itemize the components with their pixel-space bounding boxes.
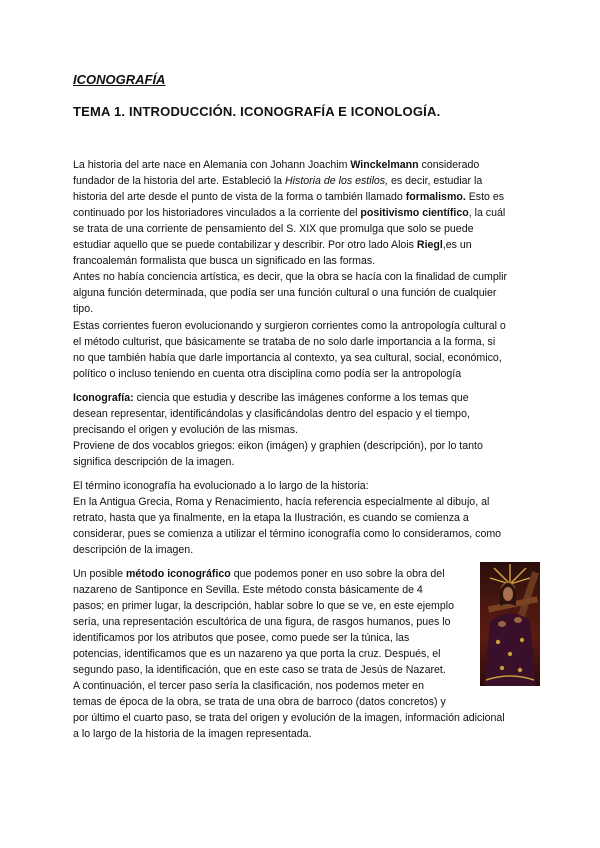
text-line: segundo paso, la identificación, que en este caso se trata de Jesús de Nazaret. <box>73 664 446 676</box>
face <box>503 587 513 601</box>
text-line: político o incluso teniendo en cuenta otra disciplina como podía ser la antropología <box>73 368 462 380</box>
italic-term: Historia de los estilos, <box>285 175 389 187</box>
text-line: retrato, hasta que ya finalmente, en la etapa la Ilustración, es cuando se comienza a <box>73 512 469 524</box>
text-line: temas de época de la obra, se trata de una obra de barroco (datos concretos) y <box>73 696 446 708</box>
text-line: significa descripción de la imagen. <box>73 456 235 468</box>
text: estudiar aquello que se puede contabilizar y describir. Por otro lado Alois <box>73 239 417 251</box>
text-line: por último el cuarto paso, se trata del origen y evolución de la imagen, información adicional <box>73 712 505 724</box>
text-line: nazareno de Santiponce en Sevilla. Este método consta básicamente de 4 <box>73 584 423 596</box>
text: ,es un <box>442 239 472 251</box>
text-line: precisando el origen y evolución de las mismas. <box>73 424 298 436</box>
text: continuado por los historiadores vinculados a la corriente del <box>73 207 361 219</box>
text-line: identificamos por los atributos que posee, como puede ser la túnica, las <box>73 632 410 644</box>
text-line: desean representar, identificándolas y clasificándolas dentro del espacio y el tiempo, <box>73 408 470 420</box>
text-line: En la Antigua Grecia, Roma y Renacimiento, hacía referencia especialmente al dibujo, al <box>73 496 490 508</box>
hand <box>514 617 522 623</box>
paragraph-intro <box>73 157 525 317</box>
text: historia del arte desde el punto de vista de la forma o también llamado <box>73 191 406 203</box>
text-line: sería, una representación escultórica de una figura, de rasgos humanos, pues lo <box>73 616 451 628</box>
bold-term: formalismo. <box>405 191 466 203</box>
bold-term: positivismo científico <box>360 207 469 219</box>
text: considerado <box>418 159 480 171</box>
paragraph-method <box>73 566 525 742</box>
bold-term: Iconografía: <box>73 392 134 404</box>
tunic <box>484 613 536 686</box>
text-line: francoalemán formalista que busca un significado en las formas. <box>73 255 376 267</box>
text: que podemos poner en uso sobre la obra del <box>230 568 445 580</box>
bold-term: método iconográfico <box>126 568 231 580</box>
sculpture-illustration <box>480 562 540 686</box>
text-line: A continuación, el tercer paso sería la clasificación, nos podemos meter en <box>73 680 424 692</box>
text-line: Antes no había conciencia artística, es decir, que la obra se hacía con la finalidad de cumplir <box>73 271 508 283</box>
nazareno-sculpture-image <box>480 562 540 686</box>
text: , la cuál <box>468 207 506 219</box>
text: es decir, estudiar la <box>388 175 483 187</box>
hand <box>498 621 506 627</box>
text-line: El término iconografía ha evolucionado a lo largo de la historia: <box>73 480 369 492</box>
text-line: Estas corrientes fueron evolucionando y surgieron corrientes como la antropología cultural o <box>73 320 506 332</box>
document-title: ICONOGRAFÍA <box>73 72 166 87</box>
text-line: descripción de la imagen. <box>73 544 194 556</box>
text-line: potencias, identificamos que es un nazareno ya que porta la cruz. Después, el <box>73 648 441 660</box>
text: Un posible <box>73 568 126 580</box>
text-line: se trata de una corriente de pensamiento del S. XIX que promulga que solo se puede <box>73 223 474 235</box>
text-line: no que también había que darle importancia al contexto, ya sea cultural, social, económico, <box>73 352 502 364</box>
paragraph-currents <box>73 318 525 382</box>
text-line: Proviene de dos vocablos griegos: eikon (imágen) y graphien (descripción), por lo tanto <box>73 440 483 452</box>
text-line: considerar, pues se comienza a utilizar el término iconografía como lo consideramos, como <box>73 528 502 540</box>
text: fundador de la historia del arte. Estableció la <box>73 175 286 187</box>
text: ciencia que estudia y describe las imágenes conforme a los temas que <box>133 392 469 404</box>
paragraph-evolution <box>73 478 525 558</box>
halo-rays <box>490 564 530 584</box>
text: Esto es <box>465 191 505 203</box>
text-line: alguna función determinada, que podía ser una función cultural o una función de cualquier <box>73 287 497 299</box>
bold-term: Riegl <box>416 239 443 251</box>
text-line: pasos; en primer lugar, la descripción, hablar sobre lo que se ve, en este ejemplo <box>73 600 455 612</box>
text: La historia del arte nace en Alemania con Johann Joachim <box>73 159 351 171</box>
bold-term: Winckelmann <box>350 159 419 171</box>
text-line: a lo largo de la historia de la imagen representada. <box>73 728 312 740</box>
paragraph-definition <box>73 390 525 470</box>
topic-heading: TEMA 1. INTRODUCCIÓN. ICONOGRAFÍA E ICONOLOGÍA. <box>73 104 441 119</box>
text-line: tipo. <box>73 303 94 315</box>
text-line: el método culturist, que básicamente se trataba de no solo darle importancia a la forma, si <box>73 336 496 348</box>
